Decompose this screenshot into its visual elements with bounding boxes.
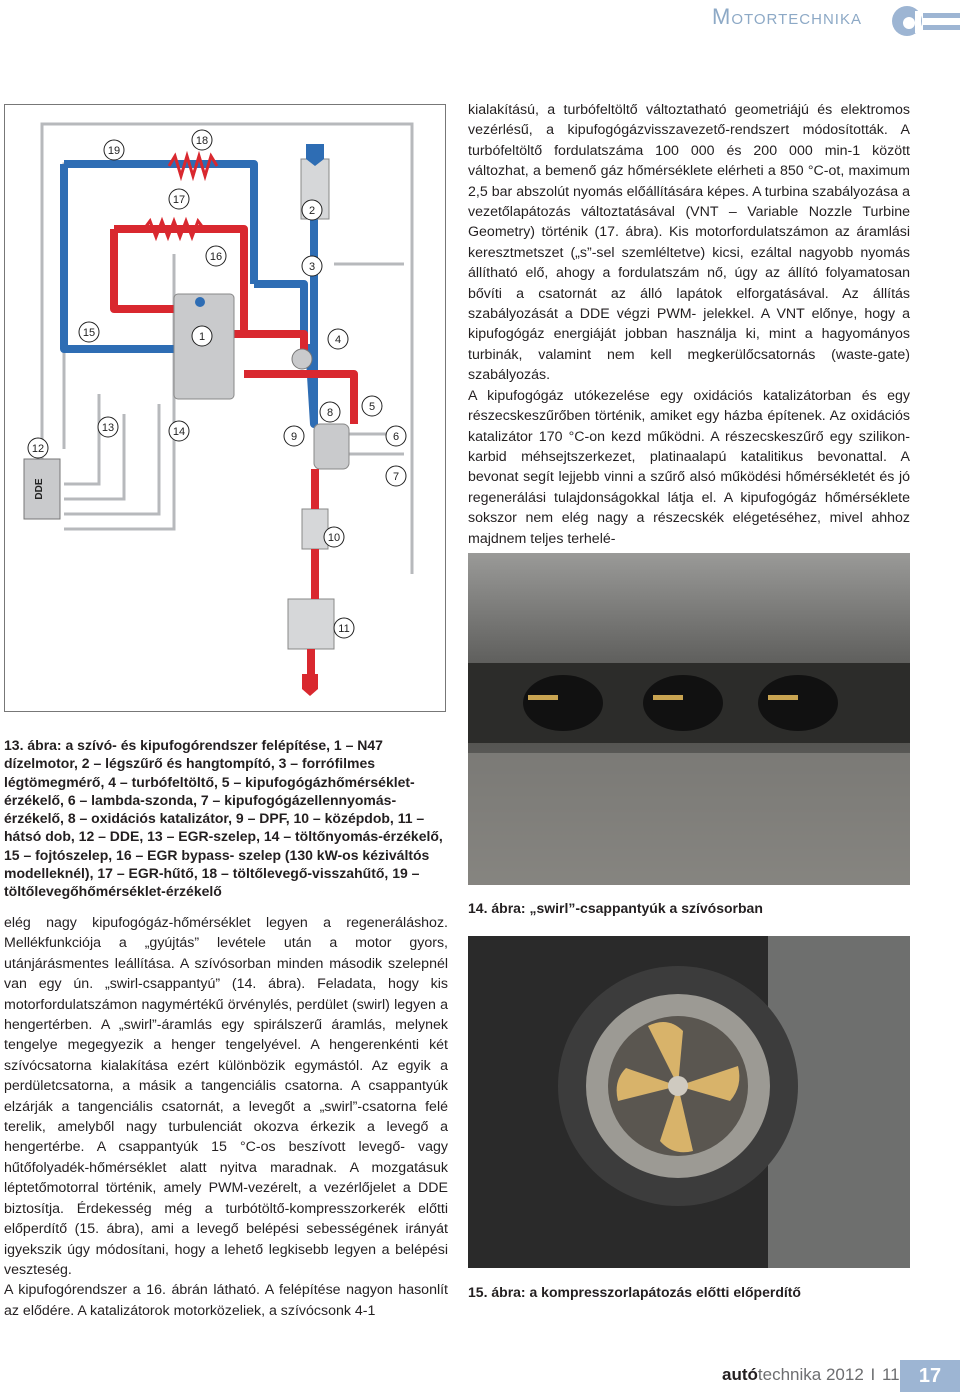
footer-brand-bold: autó	[722, 1365, 758, 1384]
label-17: 17	[172, 194, 186, 206]
label-18: 18	[195, 135, 209, 147]
label-14: 14	[172, 426, 186, 438]
left-column-text	[4, 913, 448, 1321]
label-7: 7	[392, 471, 400, 483]
label-13: 13	[101, 422, 115, 434]
label-11: 11	[338, 623, 350, 635]
label-6: 6	[392, 431, 400, 443]
swirl-flaps-photo	[468, 553, 910, 885]
paragraph: kialakítású, a turbófeltöltő változtatható geometriájú és elektromos vezérlésű, a kipufogógázvisszavezető-rendszert módosították. A turbófeltöltő fordulatszáma 100 000 és 200 000 min-1 között változhat, a bemenő gáz hőmérséklete elérheti a 850 °C-ot, maximum 2,5 bar abszolút nyomás előállítására képes. A turbina szabályozása a vezetőlapátozás változtatásával (VNT – Variable Nozzle Turbine Geometry) történik (17. ábra). Kis motorfordulatszámon az áramlási keresztmetszet („s”-sel szemléltetve) kicsi, ezáltal nagyobb nyomás állítható elő, ahogy a fordulatszám nő, úgy az állító folyamatosan bővíti a csatornát az álló lapátok elforgatásával. Az állítás szabályozását a DDE végzi PWM- jelekkel. A VNT előnye, hogy a kipufogógáz energiáját jobban használja ki, mint a hagyományos turbinák, valamint nem kell megkerülőcsatornás (waste-gate) szabályozás.	[468, 102, 910, 384]
label-16: 16	[209, 251, 223, 263]
paragraph: elég nagy kipufogógáz-hőmérséklet legyen a regeneráláshoz. Mellékfunkciója a „gyújtás” levétele után a motor gyors, utánjárásmentes leállítása. A szívósorban minden második szelepnél van egy ún. „swirl-csappantyú” (14. ábra). Feladata, hogy kis motorfordulatszámon nagymértékű örvénylés, perdület (swirl) legyen a hengertérben. A „swirl”-áramlás egy spirálszerű áramlás, melynek tengelye megegyezik a henger tengelyével. A hengerenkénti két szívócsatorna kialakítása ezért különbözik egymástól. Az egyik a perdületcsatorna, a másik a tangenciális csatorna. A csappantyúk elzárják a tangenciális csatornát, a levegőt a „swirl”-csatorna felé terelik, amelyből nagy turbulenciát okozva érkezik a levegő a hengertérbe. A csappantyúk 15 °C-os beszívott levegő- vagy hűtőfolyadék-hőmérséklet alatt nyitva maradnak. A mozgatásuk léptetőmotorral történik, amely PWM-vezérelt, a vezérlőjelet a DDE biztosítja. Érdekesség még a turbótöltő-kompresszorkerék előtti előperdítő (15. ábra), ami a levegő belépési sebességének irányát igyekszik úgy módosítani, hogy a lehető legkisebb legyen a belépési veszteség.	[4, 915, 448, 1278]
figure-13-caption: 13. ábra: a szívó- és kipufogórendszer felépítése, 1 – N47 dízelmotor, 2 – légszűrő és hangtompító, 3 – forrófilmes légtömegmérő, 4 – turbófeltöltő, 5 – kipufogógázhőmérséklet-érzékelő, 6 – lambda-szonda, 7 – kipufogógázellennyomás-érzékelő, 8 – oxidációs katalizátor, 9 – DPF, 10 – középdob, 11 – hátsó dob, 12 – DDE, 13 – EGR-szelep, 14 – töltőnyomás-érzékelő, 15 – fojtószelep, 16 – EGR bypass- szelep (130 kW-os kéziváltós modelleknél), 17 – EGR-hűtő, 18 – töltőlevegő-visszahűtő, 19 – töltőlevegőhőmérséklet-érzékelő	[4, 737, 443, 900]
label-4: 4	[334, 334, 342, 346]
paragraph: A kipufogógáz utókezelése egy oxidációs katalizátorban és egy részecskeszűrőben történik, amiket egy házba építenek. Az oxidációs katalizátor 170 °C-on kezd működni. A részecskeszűrő egy szilikon-karbid méhsejtszerkezet, platinaalapú katalitikus bevonattal. A bevonat segít lejjebb vinni a szűrő alsó működési hőmérsékletét és jó regenerálási tulajdonságokkal látja el. A kipufogógáz hőmérséklete sokszor nem elég nagy a részecskék elégetéséhez, mivel ahhoz majdnem teljes terhelé-	[468, 387, 910, 547]
footer: autótechnika 2012 I 11	[722, 1365, 900, 1384]
figure-15-caption: 15. ábra: a kompresszorlapátozás előtti előperdítő	[468, 1284, 801, 1300]
ecu-label: DDE	[34, 478, 45, 500]
pre-swirl-vanes-photo	[468, 936, 910, 1268]
label-5: 5	[368, 401, 376, 413]
footer-issue: 11	[881, 1365, 900, 1384]
label-15: 15	[82, 327, 96, 339]
intake-exhaust-diagram	[4, 104, 446, 712]
label-10: 10	[327, 532, 341, 544]
magazine-logo-icon	[887, 3, 960, 39]
label-19: 19	[107, 145, 121, 157]
label-2: 2	[308, 205, 316, 217]
paragraph: A kipufogórendszer a 16. ábrán látható. A felépítése nagyon hasonlít az elődére. A katalizátorok motorközeliek, a szívócsonk 4-1	[4, 1282, 448, 1319]
label-9: 9	[290, 431, 298, 443]
footer-year: 2012	[825, 1365, 864, 1384]
label-1: 1	[198, 331, 206, 343]
label-3: 3	[308, 261, 316, 273]
label-12: 12	[31, 443, 45, 455]
right-column-text	[468, 100, 910, 549]
label-8: 8	[326, 407, 334, 419]
figure-14-caption: 14. ábra: „swirl”-csappantyúk a szívósorban	[468, 900, 763, 916]
footer-brand-rest: technika	[757, 1365, 822, 1384]
section-title: Motortechnika	[712, 4, 862, 29]
page-number: 17	[900, 1360, 960, 1392]
